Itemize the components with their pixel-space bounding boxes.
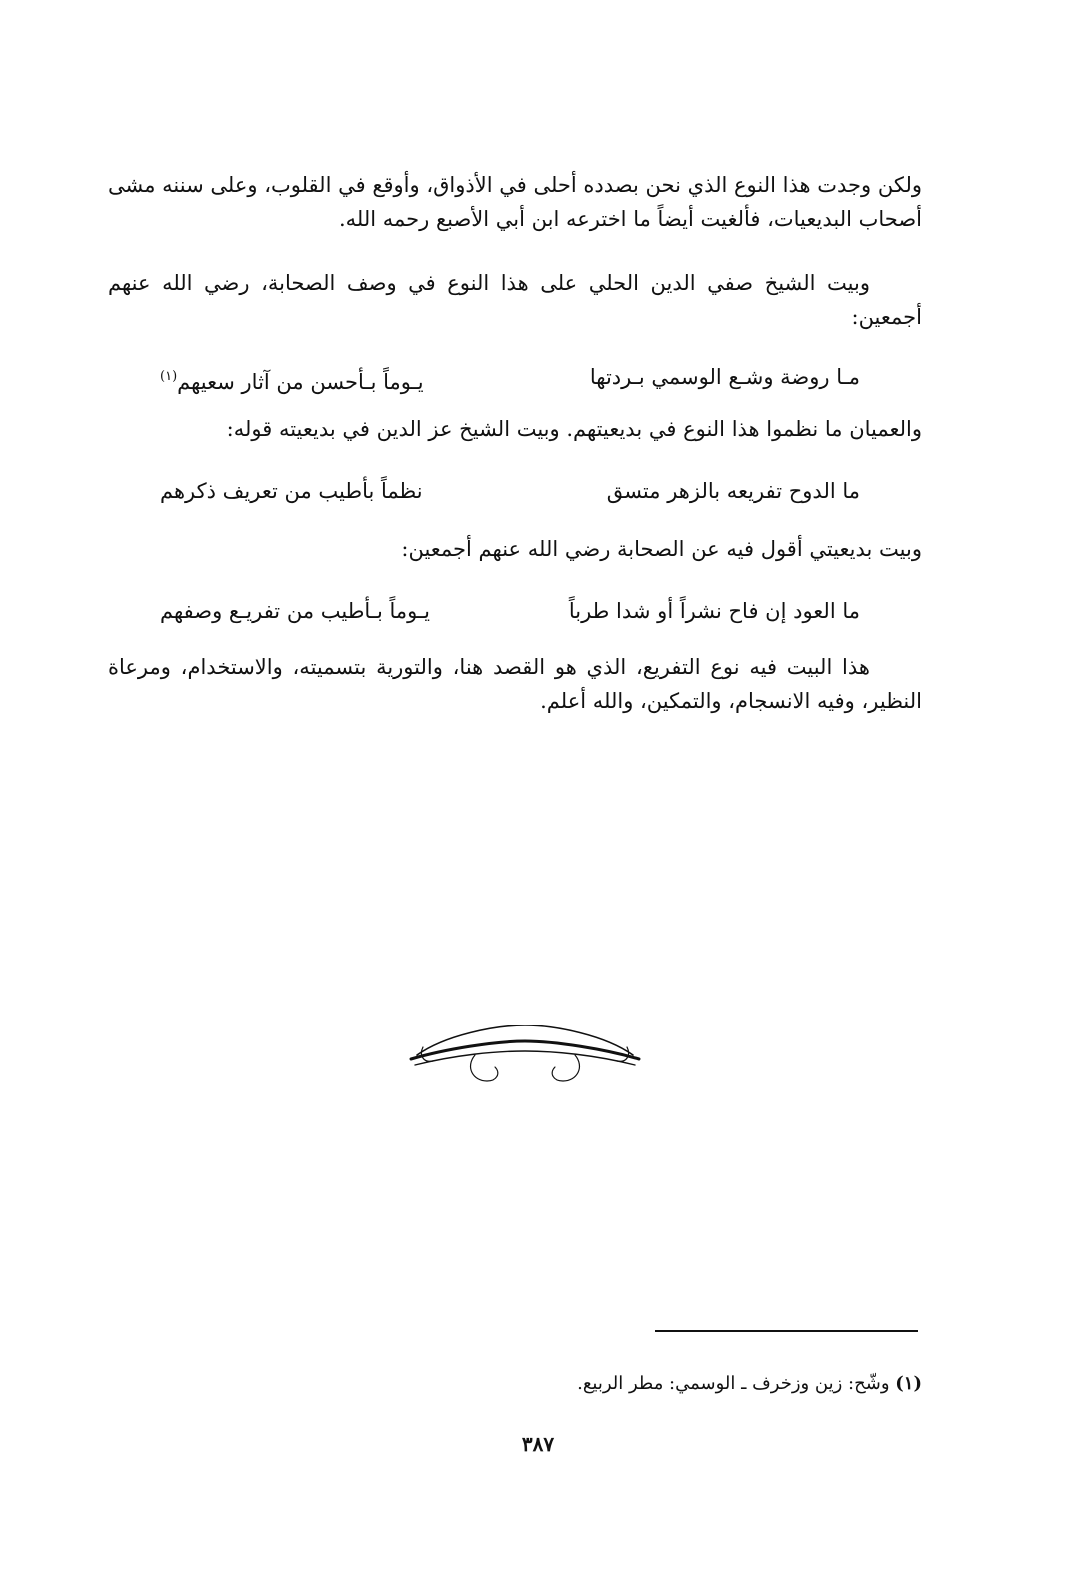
footnote-separator [655,1330,918,1332]
verse-3-first-hemistich: ما العود إن فاح نشراً أو شدا طرباً [568,599,860,623]
verse-2-second-hemistich: نظماً بأطيب من تعريف ذكرهم [160,479,423,503]
footnote [400,1370,922,1398]
page-number: ٣٨٧ [521,1432,555,1456]
footnote-marker: (١) [160,369,178,384]
paragraph-4-text: وبيت بديعيتي أقول فيه عن الصحابة رضي الله عنهم أجمعين: [401,537,922,561]
verse-1-first-hemistich: مـا روضة وشـع الوسمي بـردتها [589,365,860,389]
verse-1 [160,360,860,394]
paragraph-1 [108,168,922,236]
paragraph-4 [108,532,922,566]
ornament-flourish-icon [405,1025,645,1085]
paragraph-2 [108,266,922,334]
paragraph-5-text: هذا البيت فيه نوع التفريع، الذي هو القصد هنا، والتورية بتسميته، والاستخدام، ومرعاة النظير، وفيه الانسجام، والتمكين، والله أعلم. [108,655,922,713]
verse-2 [160,474,860,508]
verse-3 [160,594,860,628]
paragraph-3 [108,412,922,446]
footnote-text: وشّح: زين وزخرف ـ الوسمي: مطر الربيع. [577,1373,890,1394]
verse-3-second-hemistich: يـوماً بـأطيب من تفريـع وصفهم [160,599,430,623]
paragraph-3-text: والعميان ما نظموا هذا النوع في بديعيتهم. وبيت الشيخ عز الدين في بديعيته قوله: [226,417,922,441]
verse-1-second-text: يـوماً بـأحسن من آثار سعيهم [177,370,424,394]
paragraph-1-text: ولكن وجدت هذا النوع الذي نحن بصدده أحلى في الأذواق، وأوقع في القلوب، وعلى سننه مشى أصحاب البديعيات، فألغيت أيضاً ما اخترعه ابن أبي الأصبع رحمه الله. [108,173,922,231]
verse-2-first-hemistich: ما الدوح تفريعه بالزهر متسق [606,479,860,503]
paragraph-2-text: وبيت الشيخ صفي الدين الحلي على هذا النوع في وصف الصحابة، رضي الله عنهم أجمعين: [108,271,922,329]
footnote-number: (١) [895,1373,922,1394]
verse-1-second-hemistich [160,360,424,399]
paragraph-5 [108,650,922,718]
